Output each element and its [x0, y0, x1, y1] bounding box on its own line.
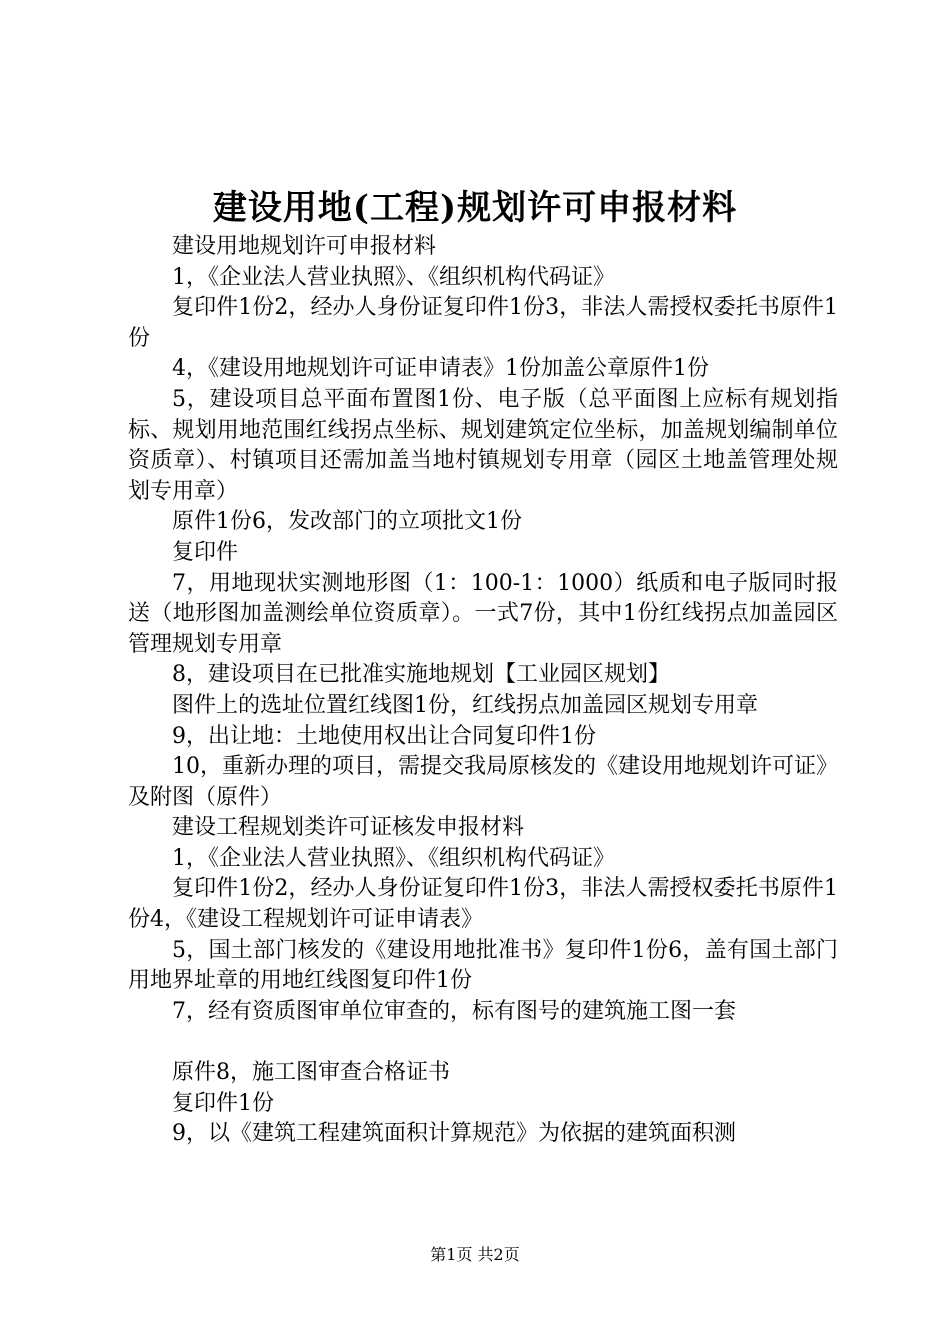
paragraph: 5，建设项目总平面布置图1份、电子版（总平面图上应标有规划指标、规划用地范围红线拐点坐标、规划建筑定位坐标，加盖规划编制单位资质章）、村镇项目还需加盖当地村镇规划专用章（园区土地盖管理处规划专用章）	[128, 386, 838, 504]
paragraph: 图件上的选址位置红线图1份，红线拐点加盖园区规划专用章	[172, 692, 758, 718]
page-footer: 第1页 共2页	[430, 1245, 520, 1264]
document-body	[128, 232, 838, 1150]
paragraph: 9，出让地：土地使用权出让合同复印件1份	[172, 723, 596, 749]
paragraph: 原件1份6，发改部门的立项批文1份	[172, 509, 522, 535]
paragraph: 复印件1份	[172, 1090, 274, 1116]
paragraph: 复印件1份2，经办人身份证复印件1份3，非法人需授权委托书原件1份4，《建设工程规划许可证申请表》	[128, 876, 838, 933]
paragraph: 5，国土部门核发的《建设用地批准书》复印件1份6，盖有国土部门用地界址章的用地红线图复印件1份	[128, 937, 838, 994]
document-title: 建设用地(工程)规划许可申报材料	[212, 188, 738, 228]
paragraph: 9，以《建筑工程建筑面积计算规范》为依据的建筑面积测	[172, 1121, 736, 1147]
paragraph: 1，《企业法人营业执照》、《组织机构代码证》	[172, 845, 615, 871]
paragraph: 建设工程规划类许可证核发申报材料	[172, 815, 525, 841]
blank-line	[128, 1027, 838, 1058]
paragraph: 10，重新办理的项目，需提交我局原核发的《建设用地规划许可证》及附图（原件）	[128, 754, 838, 810]
paragraph: 4，《建设用地规划许可证申请表》1份加盖公章原件1份	[172, 356, 709, 382]
paragraph: 8，建设项目在已批准实施地规划【工业园区规划】	[172, 662, 670, 688]
paragraph: 7，用地现状实测地形图（1：100-1：1000）纸质和电子版同时报送（地形图加盖测绘单位资质章）。一式7份，其中1份红线拐点加盖园区管理规划专用章	[128, 570, 838, 657]
paragraph: 复印件1份2，经办人身份证复印件1份3，非法人需授权委托书原件1份	[128, 295, 838, 351]
paragraph: 1，《企业法人营业执照》、《组织机构代码证》	[172, 264, 615, 290]
paragraph: 7，经有资质图审单位审查的，标有图号的建筑施工图一套	[172, 998, 736, 1024]
paragraph: 建设用地规划许可申报材料	[172, 234, 437, 259]
paragraph: 复印件	[172, 539, 239, 565]
paragraph: 原件8，施工图审查合格证书	[172, 1060, 450, 1086]
